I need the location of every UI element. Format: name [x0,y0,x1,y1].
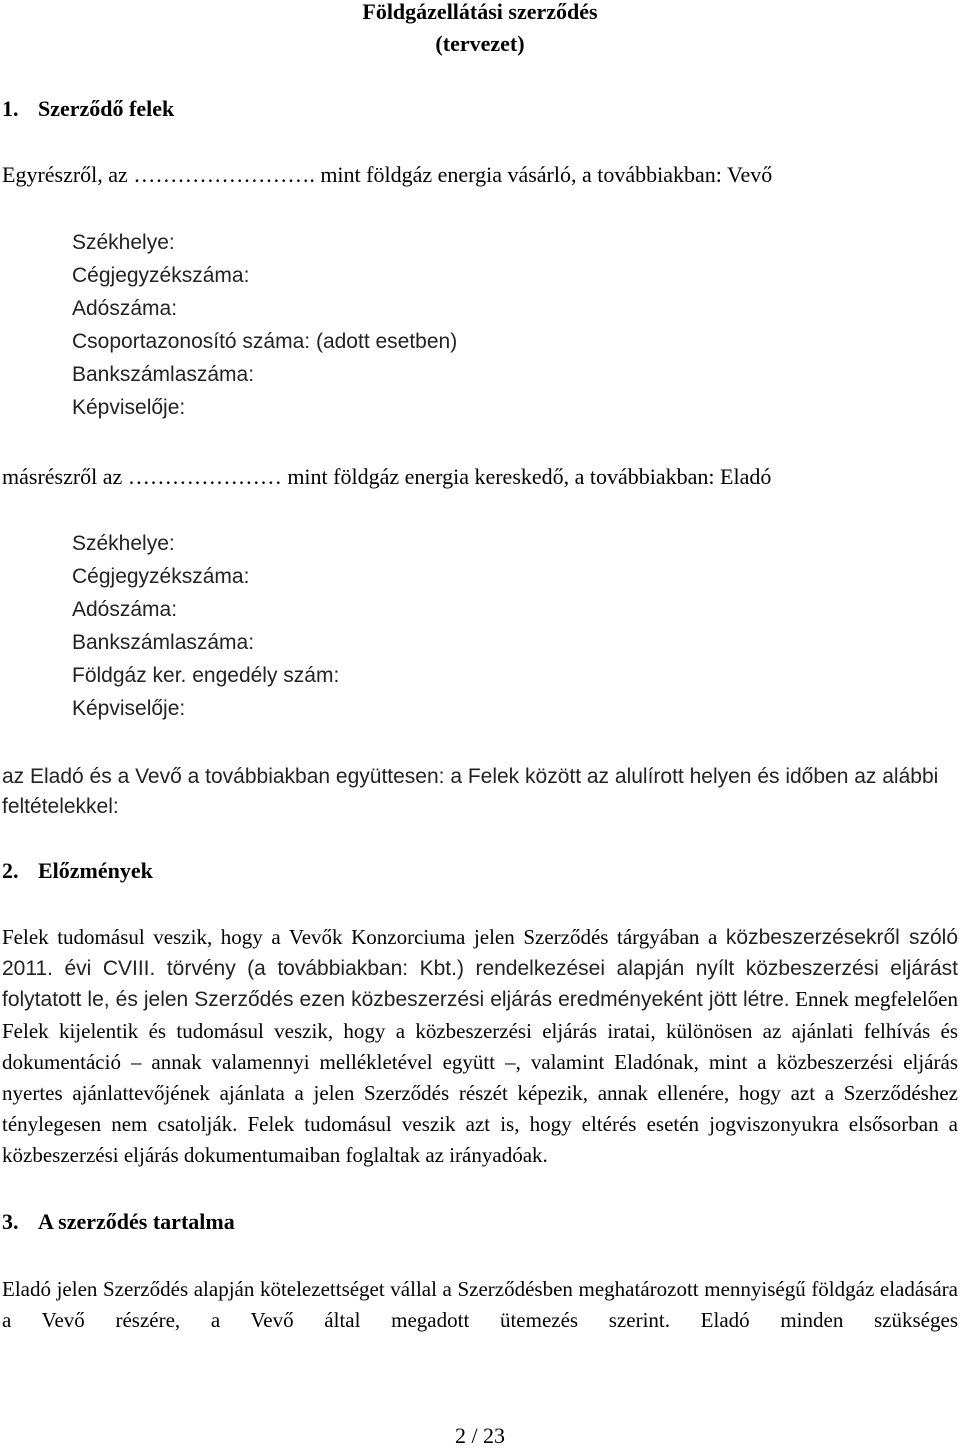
page-number: 2 / 23 [454,1423,506,1448]
seller-field-license: Földgáz ker. engedély szám: [72,664,340,687]
seller-field-representative: Képviselője: [72,697,186,720]
seller-field-company-reg: Cégjegyzékszáma: [72,565,250,588]
buyer-field-seat: Székhelye: [72,231,175,254]
section-2-paragraph-part-1: Felek tudomásul veszik, hogy a Vevők Konzorciuma jelen Szerződés tárgyában a [2,925,726,949]
seller-field-tax-number: Adószáma: [72,598,178,621]
buyer-field-bank-account: Bankszámlaszáma: [72,363,255,386]
section-2-number: 2. [2,858,19,883]
parties-together-line-1: az Eladó és a Vevő a továbbiakban együttesen: a Felek között az alulírott helyen és időben az alábbi [2,765,939,788]
section-1-heading [2,93,174,125]
buyer-field-representative: Képviselője: [72,396,186,419]
section-3-heading [2,1206,235,1238]
buyer-field-tax-number: Adószáma: [72,297,178,320]
section-3-number: 3. [2,1209,19,1234]
section-1-title: Szerződő felek [38,96,175,121]
seller-field-bank-account: Bankszámlaszáma: [72,631,255,654]
section-3-paragraph: Eladó jelen Szerződés alapján kötelezettséget vállal a Szerződésben meghatározott mennyiségű földgáz eladására a Vevő részére, a Vevő által megadott ütemezés szerint. Eladó minden szükséges [2,1277,958,1333]
seller-field-seat: Székhelye: [72,532,175,555]
parties-together-line-2: feltételekkel: [2,795,119,818]
document-subtitle: (tervezet) [435,31,525,56]
section-2-paragraph-part-2: közbeszerzésekről szóló 2011. évi CVIII. törvény (a továbbiakban: Kbt.) rendelkezései alapján nyílt közbeszerzési eljárást folytatott le, és jelen Szerződés ezen közbeszerzési eljárás eredményeként jött létre. [2,926,958,1012]
section-2-paragraph-part-3: Ennek megfelelően Felek kijelentik és tudomásul veszik, hogy a közbeszerzési eljárás iratai, különösen az ajánlati felhívás és dokumentáció – annak valamennyi mellékletével együtt –, valamint Eladónak, mint a közbeszerzési eljárás nyertes ajánlattevőjének ajánlata a jelen Szerződés részét képezik, annak ellenére, hogy azt a Szerződéshez ténylegesen nem csatolják. Felek tudomásul veszik azt is, hogy eltérés esetén jogviszonyukra elsősorban a közbeszerzési eljárás dokumentumaiban foglaltak az irányadóak. [2,987,958,1168]
section-2-heading [2,855,153,887]
document-title: Földgázellátási szerződés [362,0,598,24]
buyer-field-company-reg: Cégjegyzékszáma: [72,264,250,287]
seller-intro: másrészről az ………………… mint földgáz energia kereskedő, a továbbiakban: Eladó [2,464,772,489]
buyer-intro: Egyrészről, az ……………………. mint földgáz energia vásárló, a továbbiakban: Vevő [2,162,773,187]
section-1-number: 1. [2,96,19,121]
buyer-field-group-id: Csoportazonosító száma: (adott esetben) [72,330,458,353]
section-2-paragraph [2,922,958,1172]
section-3-title: A szerződés tartalma [38,1209,235,1234]
section-2-title: Előzmények [38,858,153,883]
